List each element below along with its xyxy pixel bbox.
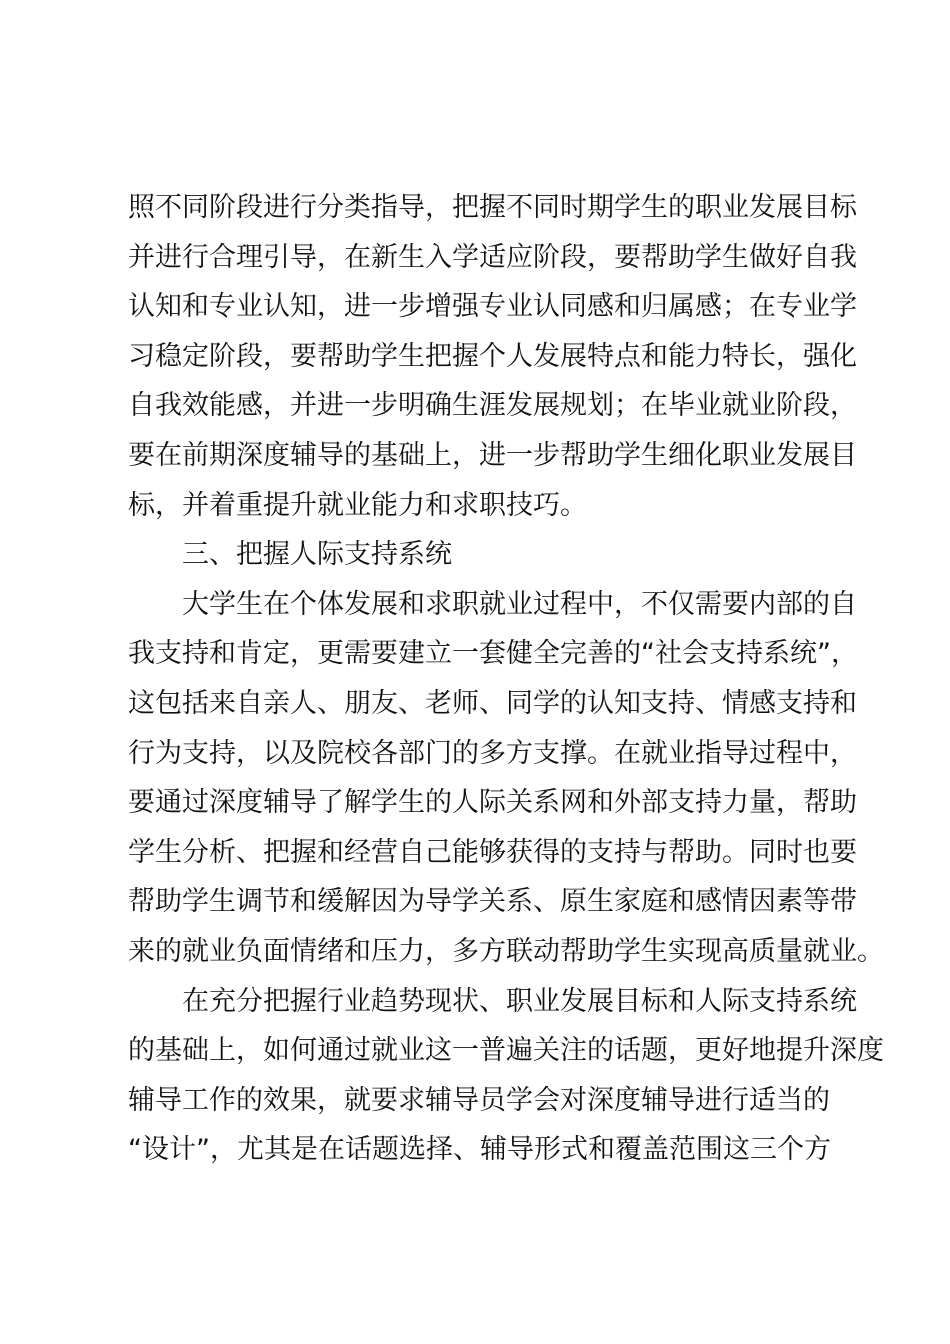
text-line: 帮助学生调节和缓解因为导学关系、原生家庭和感情因素等带	[128, 886, 857, 918]
text-line: 在充分把握行业趋势现状、职业发展目标和人际支持系统	[182, 985, 857, 1017]
text-line: 我支持和肯定，更需要建立一套健全完善的“社会支持系统”，	[128, 638, 858, 670]
text-line: 要在前期深度辅导的基础上，进一步帮助学生细化职业发展目	[128, 439, 857, 471]
text-line: 来的就业负面情绪和压力，多方联动帮助学生实现高质量就业。	[128, 935, 884, 967]
text-line: 辅导工作的效果，就要求辅导员学会对深度辅导进行适当的	[128, 1084, 830, 1116]
text-line: 这包括来自亲人、朋友、老师、同学的认知支持、情感支持和	[128, 687, 857, 719]
text-line: 行为支持，以及院校各部门的多方支撑。在就业指导过程中，	[128, 737, 857, 769]
section-heading: 三、把握人际支持系统	[182, 539, 452, 571]
text-line: 习稳定阶段，要帮助学生把握个人发展特点和能力特长，强化	[128, 340, 857, 372]
paragraph-design	[128, 977, 884, 1175]
text-line: “设计”，尤其是在话题选择、辅导形式和覆盖范围这三个方	[128, 1134, 831, 1166]
text-line: 并进行合理引导，在新生入学适应阶段，要帮助学生做好自我	[128, 241, 857, 273]
text-line: 照不同阶段进行分类指导，把握不同时期学生的职业发展目标	[128, 192, 857, 223]
text-line: 标，并着重提升就业能力和求职技巧。	[128, 489, 587, 521]
text-line: 的基础上，如何通过就业这一普遍关注的话题，更好地提升深度	[128, 1035, 884, 1067]
document-page	[128, 183, 884, 1175]
text-line: 认知和专业认知，进一步增强专业认同感和归属感；在专业学	[128, 291, 857, 323]
paragraph-support-system	[128, 580, 884, 977]
paragraph-career-stages	[128, 183, 857, 530]
text-line: 要通过深度辅导了解学生的人际关系网和外部支持力量，帮助	[128, 787, 857, 819]
text-line: 学生分析、把握和经营自己能够获得的支持与帮助。同时也要	[128, 836, 857, 868]
text-line: 大学生在个体发展和求职就业过程中，不仅需要内部的自	[182, 588, 857, 620]
text-line: 自我效能感，并进一步明确生涯发展规划；在毕业就业阶段，	[128, 390, 857, 422]
